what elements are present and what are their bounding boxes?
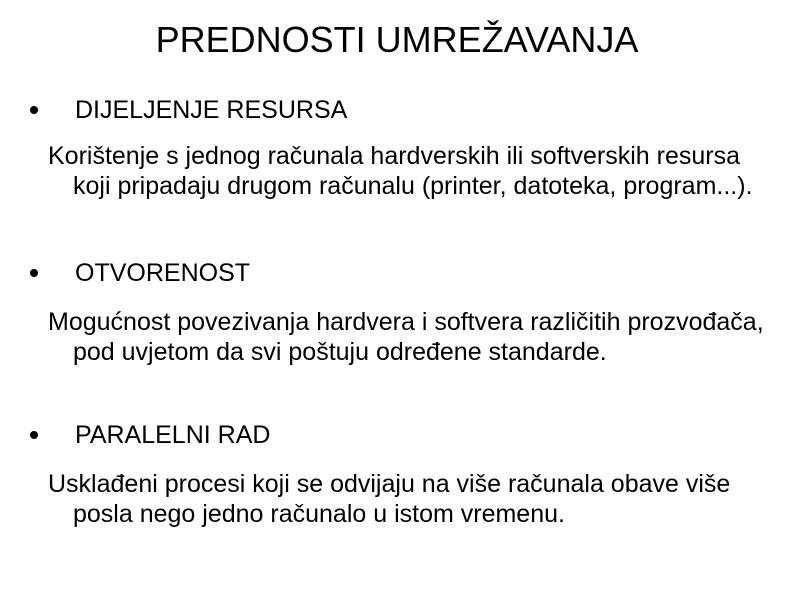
section-heading-label: PARALELNI RAD [75, 421, 271, 449]
bullet-icon [30, 106, 38, 114]
slide-title: PREDNOSTI UMREŽAVANJA [155, 19, 639, 60]
bullet-icon [30, 269, 38, 277]
section-heading-label: DIJELJENJE RESURSA [75, 96, 348, 124]
section-text-openness: Mogućnost povezivanja hardvera i softvera različitih prozvođača, pod uvjetom da svi poštuju određene standarde. [48, 308, 764, 366]
section-text-sharing: Korištenje s jednog računala hardverskih ili softverskih resursa koji pripadaju drugom računalu (printer, datoteka, program...). [48, 142, 753, 200]
section-heading-label: OTVORENOST [75, 259, 251, 287]
section-text-parallel: Usklađeni procesi koji se odvijaju na više računala obave više posla nego jedno računalo u istom vremenu. [48, 470, 731, 528]
bullet-icon [30, 431, 38, 439]
